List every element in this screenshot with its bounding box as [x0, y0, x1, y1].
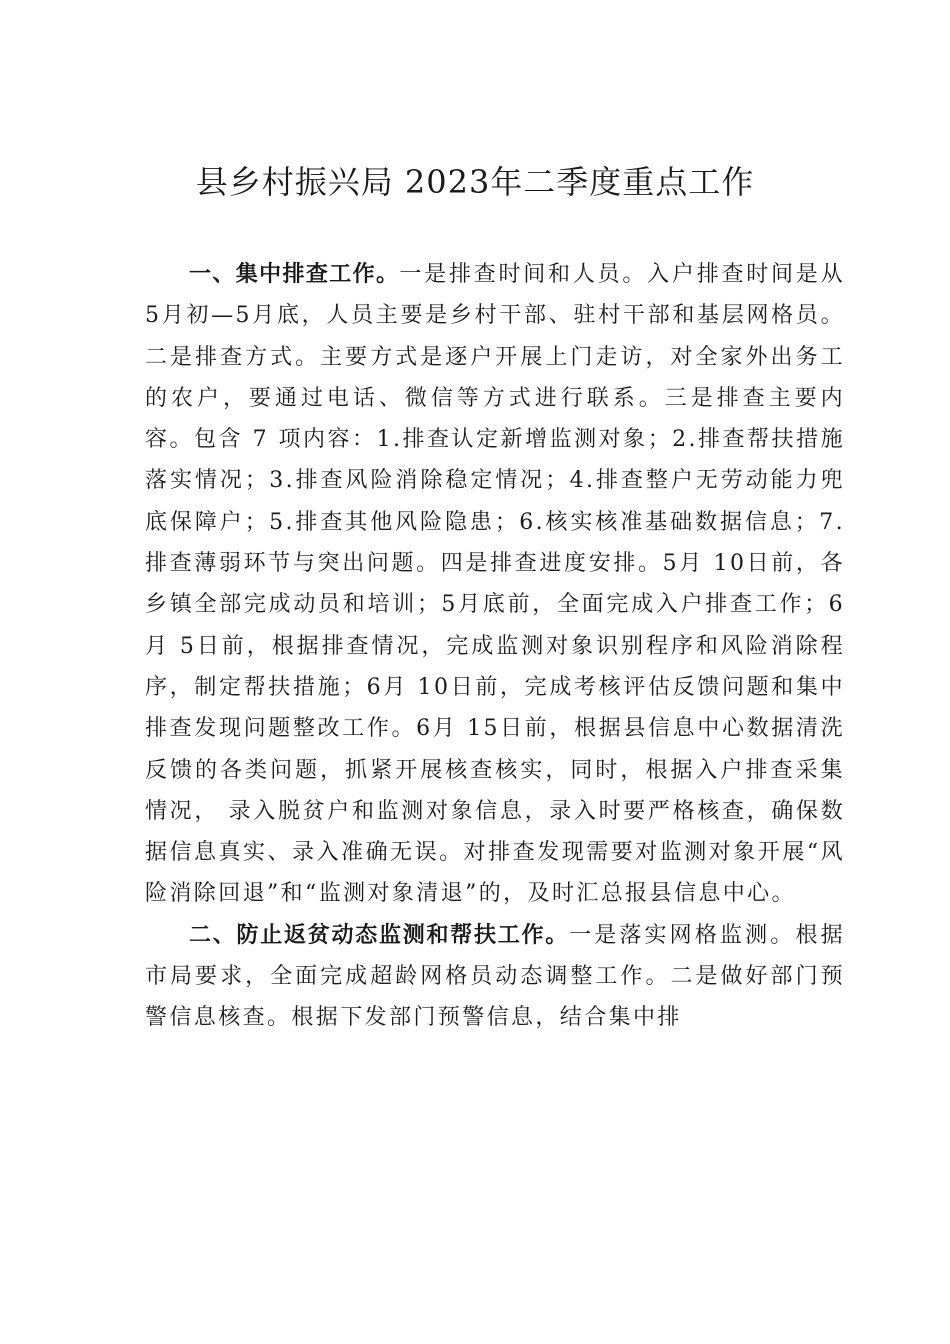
document-title: 县乡村振兴局 2023年二季度重点工作 [195, 163, 755, 201]
section-paragraph-2 [145, 915, 845, 1039]
document-body [145, 254, 845, 1039]
section-text-1: 一是排查时间和人员。入户排查时间是从 5月初—5月底，人员主要是乡村干部、驻村干部和基层网格员。二是排查方式。主要方式是逐户开展上门走访，对全家外出务工的农户，要通过电话、微信等方式进行联系。三是排查主要内容。包含 7 项内容：1.排查认定新增监测对象；2.排查帮扶措施落实情况；3.排查风险消除稳定情况；4.排查整户无劳动能力兜底保障户；5.排查其他风险隐患；6.核实核准基础数据信息；7.排查薄弱环节与突出问题。四是排查进度安排。5月 10日前，各乡镇全部完成动员和培训；5月底前，全面完成入户排查工作；6月 5日前，根据排查情况，完成监测对象识别程序和风险消除程序，制定帮扶措施；6月 10日前，完成考核评估反馈问题和集中排查发现问题整改工作。6月 15日前，根据县信息中心数据清洗反馈的各类问题，抓紧开展核查核实，同时，根据入户排查采集情况， 录入脱贫户和监测对象信息，录入时要严格核查，确保数据信息真实、录入准确无误。对排查发现需要对监测对象开展“风险消除回退”和“监测对象清退”的，及时汇总报县信息中心。 [145, 262, 845, 907]
section-heading-1: 一、集中排查工作。 [189, 262, 400, 287]
section-heading-2: 二、防止返贫动态监测和帮扶工作。 [189, 922, 570, 948]
section-text-2: 一是落实网格监测。根据市局要求，全面完成超龄网格员动态调整工作。二是做好部门预警信息核查。根据下发部门预警信息，结合集中排 [145, 922, 845, 1031]
section-paragraph-1 [145, 254, 845, 915]
